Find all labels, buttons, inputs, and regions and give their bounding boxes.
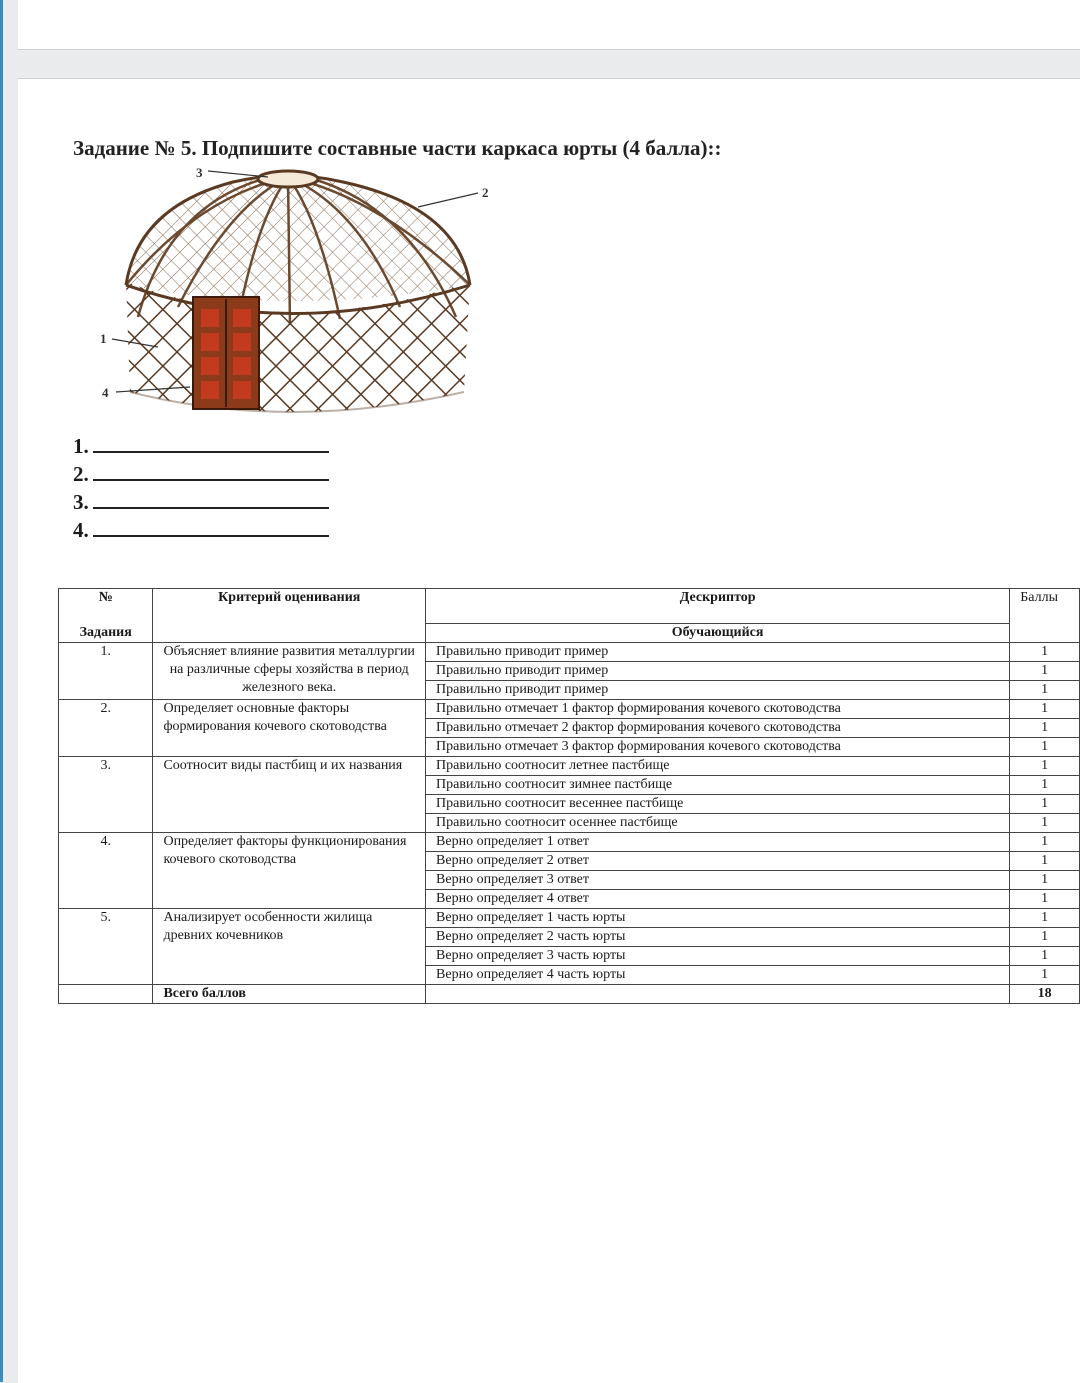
descriptor: Правильно отмечает 3 фактор формирования кочевого скотоводства — [426, 738, 1010, 757]
points: 1 — [1010, 947, 1080, 966]
criterion: Объясняет влияние развития металлургии на различные сферы хозяйства в период железного века. — [153, 643, 426, 700]
descriptor: Правильно приводит пример — [426, 643, 1010, 662]
descriptor: Верно определяет 1 часть юрты — [426, 909, 1010, 928]
header-descriptor: Дескриптор — [426, 589, 1010, 624]
points: 1 — [1010, 795, 1080, 814]
points: 1 — [1010, 871, 1080, 890]
descriptor: Правильно соотносит летнее пастбище — [426, 757, 1010, 776]
label-1: 1 — [100, 331, 107, 346]
descriptor: Правильно отмечает 2 фактор формирования кочевого скотоводства — [426, 719, 1010, 738]
rubric-table — [58, 588, 1080, 1004]
answer-blank-4[interactable] — [93, 515, 329, 537]
previous-page — [18, 0, 1080, 50]
total-row — [59, 985, 1080, 1004]
table-row — [59, 643, 1080, 662]
label-4: 4 — [102, 385, 109, 400]
points: 1 — [1010, 814, 1080, 833]
table-row — [59, 757, 1080, 776]
descriptor: Верно определяет 3 часть юрты — [426, 947, 1010, 966]
criterion: Определяет факторы функционирования кочевого скотоводства — [153, 833, 426, 909]
task-number: 2. — [59, 700, 153, 757]
answer-blank-3[interactable] — [93, 487, 329, 509]
points: 1 — [1010, 833, 1080, 852]
label-2: 2 — [482, 185, 489, 200]
table-row — [59, 700, 1080, 719]
points: 1 — [1010, 909, 1080, 928]
table-header-row — [59, 589, 1080, 624]
points: 1 — [1010, 776, 1080, 795]
answer-line-4: 4. — [73, 515, 329, 543]
task-title: Задание № 5. Подпишите составные части каркаса юрты (4 балла):: — [73, 136, 722, 160]
total-empty-descriptor — [426, 985, 1010, 1004]
points: 1 — [1010, 643, 1080, 662]
header-learner: Обучающийся — [426, 624, 1010, 643]
descriptor: Правильно соотносит осеннее пастбище — [426, 814, 1010, 833]
total-points: 18 — [1010, 985, 1080, 1004]
descriptor: Верно определяет 4 часть юрты — [426, 966, 1010, 985]
points: 1 — [1010, 700, 1080, 719]
descriptor: Правильно отмечает 1 фактор формирования кочевого скотоводства — [426, 700, 1010, 719]
answer-blank-2[interactable] — [93, 459, 329, 481]
door — [193, 297, 259, 409]
document-page — [18, 78, 1080, 1383]
points: 1 — [1010, 928, 1080, 947]
points: 1 — [1010, 719, 1080, 738]
total-empty-cell — [59, 985, 153, 1004]
descriptor: Верно определяет 2 часть юрты — [426, 928, 1010, 947]
criterion: Соотносит виды пастбищ и их названия — [153, 757, 426, 833]
table-row — [59, 833, 1080, 852]
table-row — [59, 909, 1080, 928]
header-number: № — [59, 589, 153, 624]
descriptor: Верно определяет 1 ответ — [426, 833, 1010, 852]
header-task: Задания — [59, 624, 153, 643]
header-points: Баллы — [1010, 589, 1080, 643]
points: 1 — [1010, 681, 1080, 700]
task-number: 1. — [59, 643, 153, 700]
task-number: 5. — [59, 909, 153, 985]
points: 1 — [1010, 966, 1080, 985]
descriptor: Верно определяет 3 ответ — [426, 871, 1010, 890]
points: 1 — [1010, 757, 1080, 776]
task-number: 4. — [59, 833, 153, 909]
header-criterion: Критерий оценивания — [153, 589, 426, 643]
descriptor: Правильно приводит пример — [426, 662, 1010, 681]
criterion: Определяет основные факторы формирования кочевого скотоводства — [153, 700, 426, 757]
crown-ring — [258, 171, 318, 187]
left-edge-rule — [0, 0, 3, 1382]
descriptor: Верно определяет 2 ответ — [426, 852, 1010, 871]
answer-line-2: 2. — [73, 459, 329, 487]
descriptor: Верно определяет 4 ответ — [426, 890, 1010, 909]
descriptor: Правильно соотносит зимнее пастбище — [426, 776, 1010, 795]
criterion: Анализирует особенности жилища древних кочевников — [153, 909, 426, 985]
descriptor: Правильно соотносит весеннее пастбище — [426, 795, 1010, 814]
points: 1 — [1010, 890, 1080, 909]
points: 1 — [1010, 852, 1080, 871]
task-number: 3. — [59, 757, 153, 833]
answer-lines — [73, 431, 329, 543]
yurt-frame-diagram — [78, 167, 498, 427]
total-label: Всего баллов — [153, 985, 426, 1004]
descriptor: Правильно приводит пример — [426, 681, 1010, 700]
answer-line-3: 3. — [73, 487, 329, 515]
label-3: 3 — [196, 167, 203, 180]
answer-line-1: 1. — [73, 431, 329, 459]
answer-blank-1[interactable] — [93, 431, 329, 453]
points: 1 — [1010, 738, 1080, 757]
points: 1 — [1010, 662, 1080, 681]
